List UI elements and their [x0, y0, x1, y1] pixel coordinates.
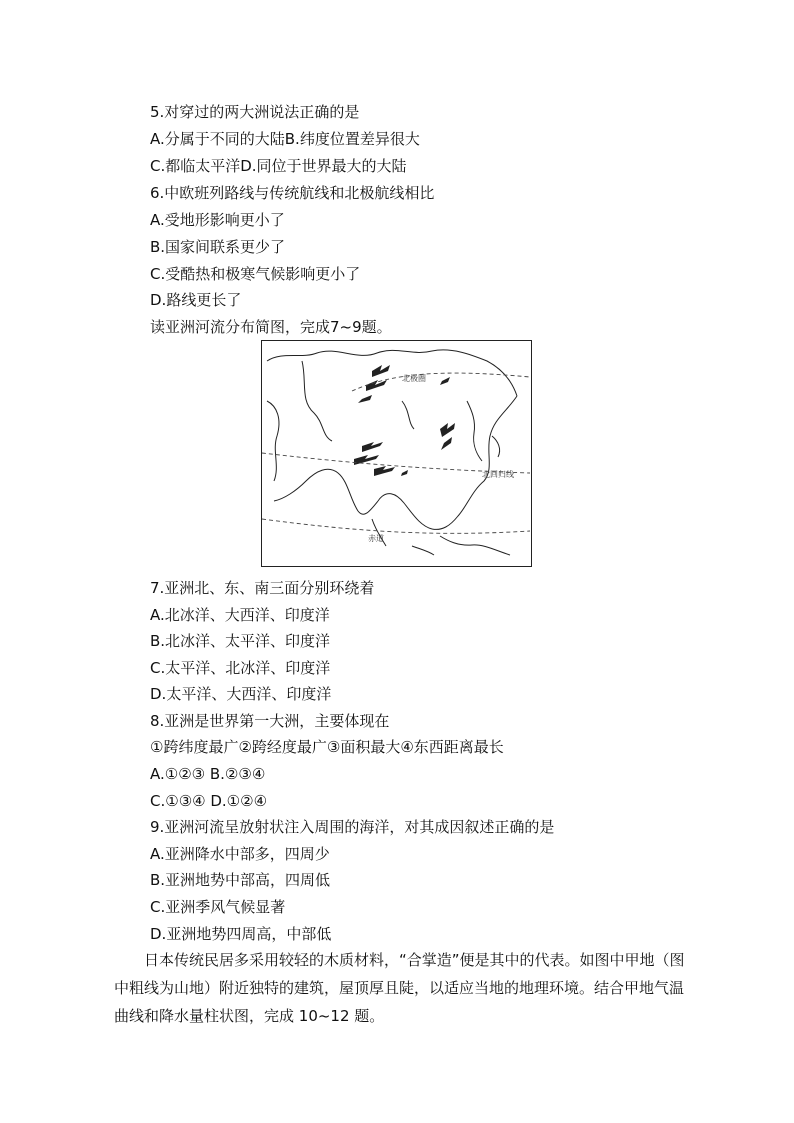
intro-7-9: 读亚洲河流分布简图，完成7~9题。: [150, 318, 392, 336]
q7-option-c: C.太平洋、北冰洋、印度洋: [150, 659, 331, 677]
q5-option-ab: A.分属于不同的大陆B.纬度位置差异很大: [150, 130, 420, 148]
q9-stem: 9.亚洲河流呈放射状注入周围的海洋，对其成因叙述正确的是: [150, 818, 555, 836]
q6-option-c: C.受酷热和极寒气候影响更小了: [150, 265, 361, 283]
q7-option-d: D.太平洋、大西洋、印度洋: [150, 685, 332, 703]
q9-option-d: D.亚洲地势四周高，中部低: [150, 925, 332, 943]
q5-option-cd: C.都临太平洋D.同位于世界最大的大陆: [150, 157, 407, 175]
q7-option-a: A.北冰洋、大西洋、印度洋: [150, 606, 330, 624]
q6-stem: 6.中欧班列路线与传统航线和北极航线相比: [150, 184, 435, 202]
q8-stem: 8.亚洲是世界第一大洲，主要体现在: [150, 712, 390, 730]
q8-option-ab: A.①②③ B.②③④: [150, 765, 266, 783]
q9-option-b: B.亚洲地势中部高，四周低: [150, 871, 331, 889]
q7-option-b: B.北冰洋、太平洋、印度洋: [150, 632, 331, 650]
q9-option-a: A.亚洲降水中部多，四周少: [150, 845, 330, 863]
asia-map-drawing: [262, 341, 530, 565]
q9-option-c: C.亚洲季风气候显著: [150, 898, 286, 916]
q5-stem: 5.对穿过的两大洲说法正确的是: [150, 103, 360, 121]
q6-option-a: A.受地形影响更小了: [150, 211, 285, 229]
asia-river-map: [261, 340, 532, 567]
q8-option-cd: C.①③④ D.①②④: [150, 792, 268, 810]
q7-stem: 7.亚洲北、东、南三面分别环绕着: [150, 579, 375, 597]
map-label-arctic-circle: 北极圈: [402, 374, 426, 383]
q8-statements: ①跨纬度最广②跨经度最广③面积最大④东西距离最长: [150, 738, 504, 756]
map-label-tropic-cancer: 北回归线: [482, 470, 514, 479]
q6-option-d: D.路线更长了: [150, 291, 242, 309]
map-label-equator: 赤道: [368, 534, 384, 543]
intro-10-12: 日本传统民居多采用较轻的木质材料，“合掌造”便是其中的代表。如图中甲地（图中粗线为山地）附近独特的建筑，屋顶厚且陡，以适应当地的地理环境。结合甲地气温曲线和降水量柱状图，完成 10~12 题。: [114, 951, 685, 1025]
q6-option-b: B.国家间联系更少了: [150, 238, 286, 256]
